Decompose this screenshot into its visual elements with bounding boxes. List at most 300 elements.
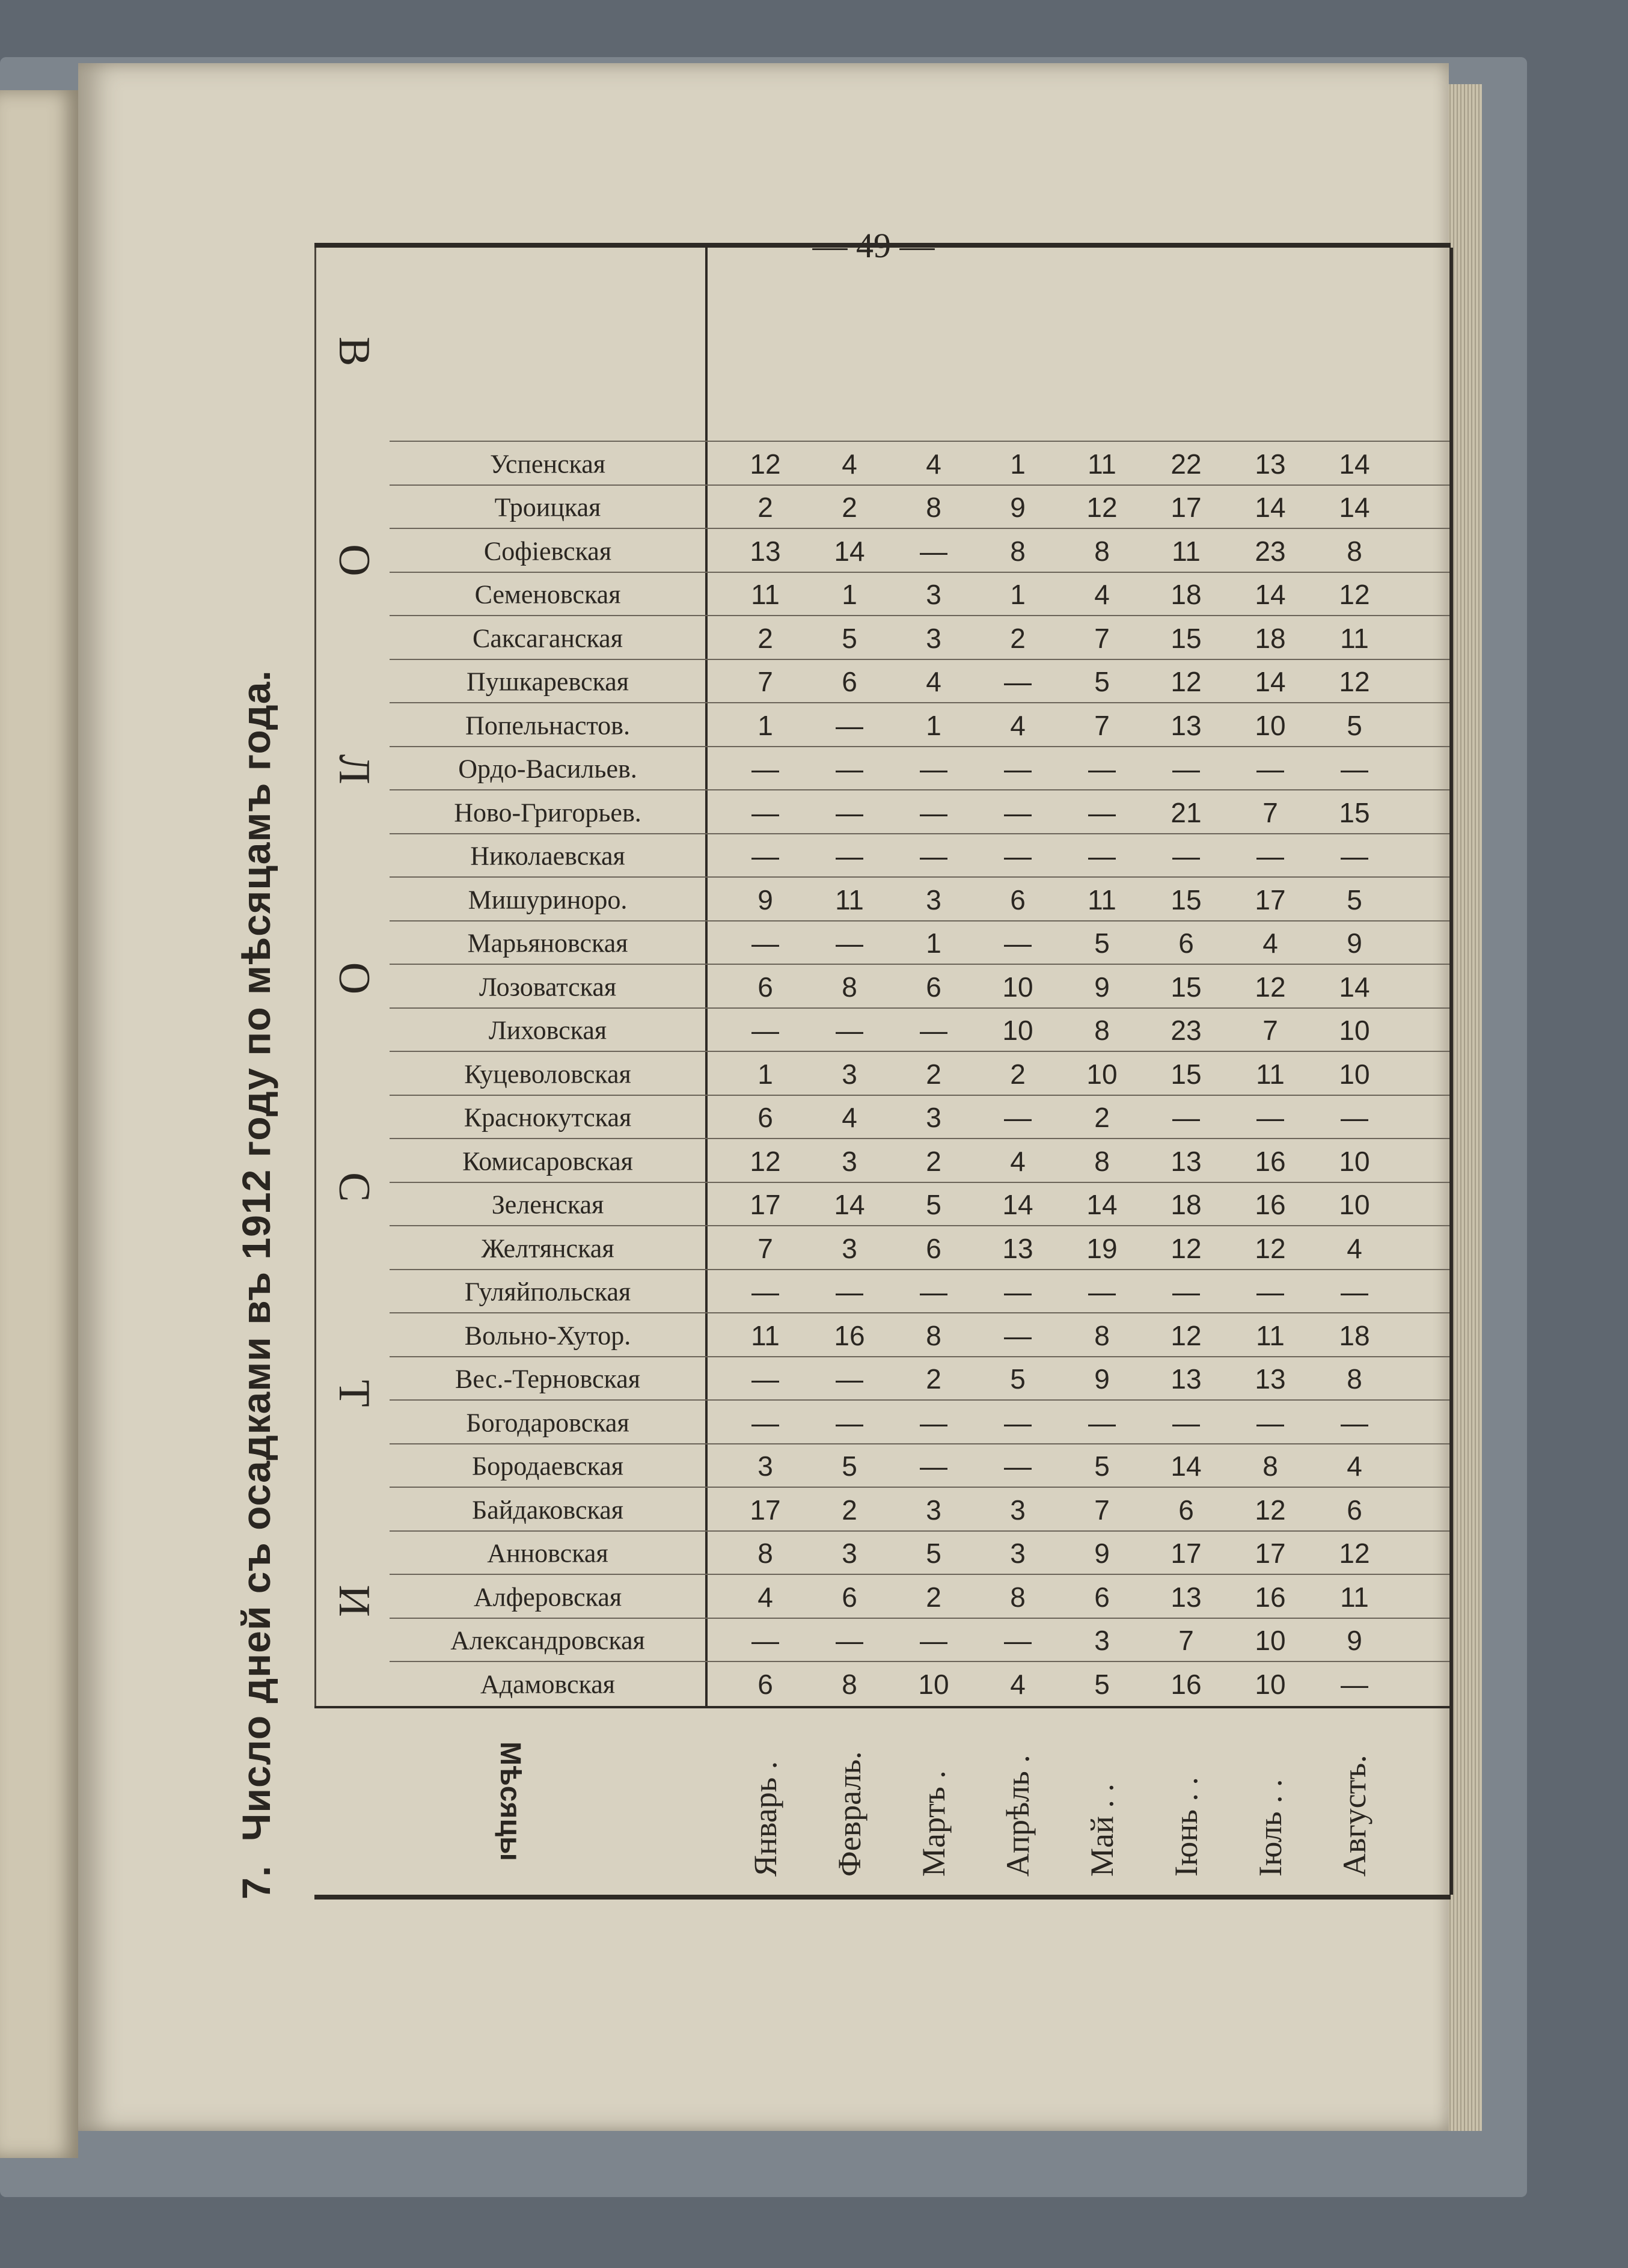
table-cell: 8 [1010,535,1026,567]
table-cell: 16 [1171,1668,1202,1700]
table-cell: 2 [1010,1058,1026,1090]
table-cell: 14 [1255,492,1286,524]
column-header-label: Комисаровская [462,1146,633,1176]
table-cell: 2 [926,1581,941,1613]
month-labels [705,1706,1451,1895]
table-cell: 7 [1094,709,1110,741]
table-cell: 12 [1339,579,1370,611]
table-cell: 4 [757,1581,773,1613]
rotated-page-content [227,96,1460,1900]
table-cell: 6 [1094,1581,1110,1613]
table-cell: 7 [1094,1494,1110,1526]
table-cell: 8 [842,971,857,1003]
table-cell: 7 [757,1232,773,1264]
table-cell: 1 [1010,448,1026,480]
table-cell: — [1256,840,1284,872]
table-cell: — [920,796,947,828]
table-cell: 9 [757,884,773,915]
table-cell: 10 [1002,1015,1033,1047]
table-cell: — [836,1276,863,1308]
table-cell: 23 [1255,535,1286,567]
column-header-label: Вольно-Хутор. [464,1321,631,1351]
table-cell: 5 [1347,709,1362,741]
column-header [390,1400,705,1445]
month-label: Февраль. [831,1751,868,1877]
table-cell: — [1088,796,1116,828]
table-cell: — [1341,1102,1368,1134]
table-cell: 5 [1094,1450,1110,1482]
table-cell: 5 [842,622,857,654]
table-cell: 10 [1339,1058,1370,1090]
table-cell: 10 [1086,1058,1118,1090]
table-cell: 11 [1172,535,1201,567]
table-title: Число дней съ осадками въ 1912 году по мѣсяцамъ года. [234,670,278,1841]
column-header [390,616,705,661]
table-cell: 4 [1347,1450,1362,1482]
table-cell: 19 [1086,1232,1118,1264]
table-cell: 6 [926,971,941,1003]
month-label: Іюнь . . [1168,1777,1204,1877]
table-cell: — [1004,796,1032,828]
table-cell: — [836,1015,863,1047]
table-cell: 8 [1094,1015,1110,1047]
table-cell: 6 [842,1581,857,1613]
table-cell: — [1004,1102,1032,1134]
table-cell: 10 [1255,1668,1286,1700]
table-cell: 12 [1171,1319,1202,1351]
column-header-label: Саксаганская [472,623,623,653]
table-cell: 13 [1171,709,1202,741]
table-cell: 12 [1171,666,1202,698]
table-cell: — [751,753,779,785]
table-cell: — [1172,753,1200,785]
table-cell: — [751,1276,779,1308]
table-cell: — [920,1625,947,1657]
table-cell: 13 [1171,1581,1202,1613]
column-header-label: Успенская [489,449,605,479]
table-cell: 14 [834,535,865,567]
table-cell: 16 [1255,1189,1286,1221]
table-cell: 7 [757,666,773,698]
table-cell: 4 [842,1102,857,1134]
volosti-letter: И [329,1585,379,1617]
table-cell: 8 [1010,1581,1026,1613]
table-cell: 3 [1010,1538,1026,1570]
column-header-label: Мишуриноро. [468,885,627,915]
table-cell: 6 [1010,884,1026,915]
table-cell: — [1004,1407,1032,1438]
table-cell: — [920,1407,947,1438]
table-cell: 11 [1340,622,1369,654]
column-header-label: Зеленская [491,1190,604,1220]
table-number: 7. [234,1865,278,1900]
table-cell: 7 [1178,1625,1194,1657]
column-header [390,1618,705,1663]
table-cell: 11 [1256,1319,1285,1351]
column-header [390,441,705,486]
column-header-label: Адамовская [480,1669,615,1699]
table-cell: 16 [834,1319,865,1351]
table-cell: 15 [1171,1058,1202,1090]
volosti-header [314,248,391,1706]
table-cell: 2 [842,1494,857,1526]
table-cell: 3 [926,1102,941,1134]
table-cell: — [1256,1276,1284,1308]
table-cell: — [1088,753,1116,785]
column-header [390,964,705,1009]
table-cell: 2 [757,622,773,654]
table-cell: 3 [842,1538,857,1570]
table-cell: 10 [1339,1015,1370,1047]
table-cell: — [1088,1407,1116,1438]
page-number: — 49 — [812,226,935,265]
table-cell: — [920,1450,947,1482]
table-cell: 6 [757,971,773,1003]
column-header-label: Желтянская [480,1233,614,1264]
table-cell: 2 [926,1058,941,1090]
table-cell: — [920,840,947,872]
column-header [390,833,705,878]
table-cell: 2 [1010,622,1026,654]
column-header [390,790,705,835]
table-cell: — [1004,1276,1032,1308]
table-cell: — [1004,666,1032,698]
table-cell: 10 [1255,709,1286,741]
column-header-label: Куцеволовская [464,1059,631,1089]
table-cell: 3 [926,884,941,915]
table-cell: 8 [842,1668,857,1700]
table-cell: 6 [926,1232,941,1264]
table-cell: 17 [1171,492,1202,524]
column-header-label: Лозоватская [479,972,616,1002]
table-cell: 2 [757,492,773,524]
table-cell: 7 [1262,796,1278,828]
month-label: Августъ. [1336,1755,1372,1877]
column-header [390,1313,705,1358]
column-header-label: Лиховская [488,1015,607,1045]
table-cell: — [751,1363,779,1395]
table-cell: 9 [1347,928,1362,959]
table-cell: 8 [1347,1363,1362,1395]
table-cell: — [1004,928,1032,959]
volosti-letter: С [329,1172,379,1202]
column-header [390,1095,705,1140]
table-cell: 17 [750,1494,781,1526]
table-cell: 10 [1255,1625,1286,1657]
table-cell: 15 [1171,884,1202,915]
table-cell: — [1004,753,1032,785]
table-cell: 1 [926,709,941,741]
table-cell: 3 [757,1450,773,1482]
table-cell: 14 [834,1189,865,1221]
table-cell: 12 [1339,666,1370,698]
column-headers [390,248,708,1706]
column-header-label: Краснокутская [464,1102,631,1132]
table-cell: 11 [835,884,864,915]
table-cell: 8 [926,1319,941,1351]
table-cell: 3 [926,1494,941,1526]
table-cell: — [751,928,779,959]
column-header [390,920,705,965]
table-cell: — [1172,1407,1200,1438]
month-label: Январь . [747,1761,783,1877]
column-header-label: Анновская [486,1538,608,1568]
table-cell: 12 [1086,492,1118,524]
table-cell: 14 [1339,492,1370,524]
table-cell: 13 [1002,1232,1033,1264]
table-cell: — [1004,840,1032,872]
table-cell: 15 [1171,971,1202,1003]
table-cell: 7 [1094,622,1110,654]
table-cell: 18 [1171,579,1202,611]
table-cell: 17 [750,1189,781,1221]
table-cell: — [1172,1276,1200,1308]
column-header [390,1574,705,1619]
column-header [390,877,705,922]
column-header-label: Бородаевская [471,1451,623,1481]
table-cell: — [751,840,779,872]
table-cell: 2 [842,492,857,524]
table-cell: 3 [1010,1494,1026,1526]
column-header [390,1530,705,1576]
table-cell: 12 [1171,1232,1202,1264]
table-cell: — [1256,1102,1284,1134]
column-header-label: Пушкаревская [466,667,629,697]
table-cell: 3 [842,1145,857,1177]
column-header-label: Семеновская [474,579,620,610]
table-cell: 11 [1256,1058,1285,1090]
table-cell: 4 [926,448,941,480]
table-cell: 4 [1010,1145,1026,1177]
table-cell: 4 [1347,1232,1362,1264]
table-cell: 9 [1094,1538,1110,1570]
table-cell: — [1341,1407,1368,1438]
table-cell: 5 [1094,666,1110,698]
table-cell: 12 [750,448,781,480]
month-header-cell [314,1706,705,1895]
table-cell: 8 [1094,1145,1110,1177]
table-cell: 8 [1347,535,1362,567]
table-cell: 16 [1255,1145,1286,1177]
table-cell: 11 [1088,448,1116,480]
table-cell: 12 [750,1145,781,1177]
table-cell: — [920,1015,947,1047]
column-header-label: Марьяновская [467,928,628,958]
table-cell: — [1172,840,1200,872]
column-header [390,1007,705,1053]
table-cell: — [920,753,947,785]
column-header-label: Александровская [450,1625,645,1655]
table-cell: — [1341,1276,1368,1308]
table-cell: 1 [842,579,857,611]
table-cell: 5 [926,1189,941,1221]
table-cell: — [836,796,863,828]
table-cell: 22 [1171,448,1202,480]
table-cell: 8 [1094,1319,1110,1351]
month-header: Мѣсяцы [494,1741,526,1862]
table-cell: 10 [1002,971,1033,1003]
table-cell: 5 [842,1450,857,1482]
precipitation-table [314,243,1451,1900]
table-cell: 17 [1171,1538,1202,1570]
column-header-label: Вес.-Терновская [454,1364,640,1394]
bottom-rule [1449,248,1453,1895]
table-cell: 5 [1010,1363,1026,1395]
table-cell: 6 [1347,1494,1362,1526]
table-cell: 12 [1255,1232,1286,1264]
column-header [390,1139,705,1184]
column-header-label: Гуляйпольская [464,1277,631,1307]
table-cell: 13 [1171,1363,1202,1395]
table-cell: 6 [1178,928,1194,959]
table-cell: 9 [1010,492,1026,524]
table-cell: 13 [1255,1363,1286,1395]
table-cell: — [751,796,779,828]
table-cell: 6 [757,1668,773,1700]
table-cell: 13 [1255,448,1286,480]
table-cell: — [920,535,947,567]
table-cell: 18 [1339,1319,1370,1351]
table-cell: 8 [1094,535,1110,567]
previous-page-edge [0,90,78,2158]
table-cell: 6 [842,666,857,698]
table-cell: — [1341,840,1368,872]
table-cell: — [751,1625,779,1657]
table-cell: 14 [1171,1450,1202,1482]
table-cell: 4 [1262,928,1278,959]
table-cell: 15 [1339,796,1370,828]
table-cell: 10 [1339,1145,1370,1177]
column-header [390,528,705,573]
table-cell: 14 [1002,1189,1033,1221]
column-header-label: Ново-Григорьев. [453,798,641,828]
table-cell: 14 [1339,448,1370,480]
table-cell: — [1341,753,1368,785]
table-cell: 8 [1262,1450,1278,1482]
table-cell: 1 [757,709,773,741]
table-cell: — [920,1276,947,1308]
table-cell: 18 [1171,1189,1202,1221]
table-cell: — [1088,840,1116,872]
table-cell: 16 [1255,1581,1286,1613]
table-cell: 23 [1171,1015,1202,1047]
column-header [390,1269,705,1314]
column-header [390,1443,705,1488]
table-cell: 3 [1094,1625,1110,1657]
table-cell: 10 [1339,1189,1370,1221]
table-cell: 4 [842,448,857,480]
table-cell: 2 [1094,1102,1110,1134]
table-cell: 1 [757,1058,773,1090]
column-header-label: Ордо-Васильев. [457,754,637,784]
table-cell: — [1256,1407,1284,1438]
column-header [390,484,705,530]
table-cell: — [1341,1668,1368,1700]
table-cell: 15 [1171,622,1202,654]
volosti-letter: Т [329,1380,379,1407]
table-cell: 9 [1094,971,1110,1003]
table-cell: 1 [926,928,941,959]
table-cell: 18 [1255,622,1286,654]
table-cell: 5 [926,1538,941,1570]
volosti-letter: Л [329,754,379,784]
table-cell: — [1088,1276,1116,1308]
table-cell: 11 [1088,884,1116,915]
table-cell: 9 [1347,1625,1362,1657]
table-cell: 9 [1094,1363,1110,1395]
table-cell: 4 [1094,579,1110,611]
volosti-letter: О [329,544,379,576]
month-label: Мартъ . [916,1770,952,1877]
table-cell: — [1004,1450,1032,1482]
column-header [390,1226,705,1271]
table-cell: 5 [1094,1668,1110,1700]
table-cell: — [1004,1319,1032,1351]
table-cell: — [1004,1625,1032,1657]
data-grid [705,248,1451,1706]
table-cell: 11 [1340,1581,1369,1613]
column-header-label: Софіевская [483,536,611,566]
table-cell: 8 [926,492,941,524]
table-cell: 17 [1255,1538,1286,1570]
column-header-label: Троицкая [494,492,601,522]
table-cell: — [1256,753,1284,785]
table-cell: 4 [1010,709,1026,741]
table-cell: 4 [926,666,941,698]
table-caption [233,144,287,1900]
column-header-label: Байдаковская [471,1495,623,1525]
table-cell: 3 [926,622,941,654]
table-cell: 5 [1094,928,1110,959]
column-header [390,572,705,617]
table-cell: 13 [1171,1145,1202,1177]
month-label: Апрѣль . [1000,1755,1036,1877]
column-header [390,659,705,704]
column-header [390,703,705,748]
table-cell: — [836,1407,863,1438]
table-cell: — [836,840,863,872]
column-header-label: Алферовская [473,1582,622,1612]
table-cell: 7 [1262,1015,1278,1047]
column-header-label: Попельнастов. [465,711,630,741]
column-header [390,1051,705,1096]
table-cell: 8 [757,1538,773,1570]
table-cell: — [1172,1102,1200,1134]
table-cell: 14 [1339,971,1370,1003]
table-cell: 14 [1255,579,1286,611]
table-cell: 6 [757,1102,773,1134]
table-cell: 10 [918,1668,949,1700]
table-cell: 17 [1255,884,1286,915]
table-cell: 12 [1339,1538,1370,1570]
table-cell: 3 [842,1058,857,1090]
table-cell: 2 [926,1363,941,1395]
table-cell: — [836,928,863,959]
table-cell: 1 [1010,579,1026,611]
month-label: Май . . [1084,1784,1120,1877]
column-header [390,746,705,791]
table-cell: — [836,709,863,741]
column-header [390,1182,705,1227]
column-header [390,1661,705,1707]
table-cell: 21 [1171,796,1202,828]
table-cell: 5 [1347,884,1362,915]
column-header [390,1356,705,1401]
table-cell: — [836,753,863,785]
month-label: Іюль . . [1252,1779,1288,1877]
table-cell: 12 [1255,1494,1286,1526]
table-cell: 13 [750,535,781,567]
